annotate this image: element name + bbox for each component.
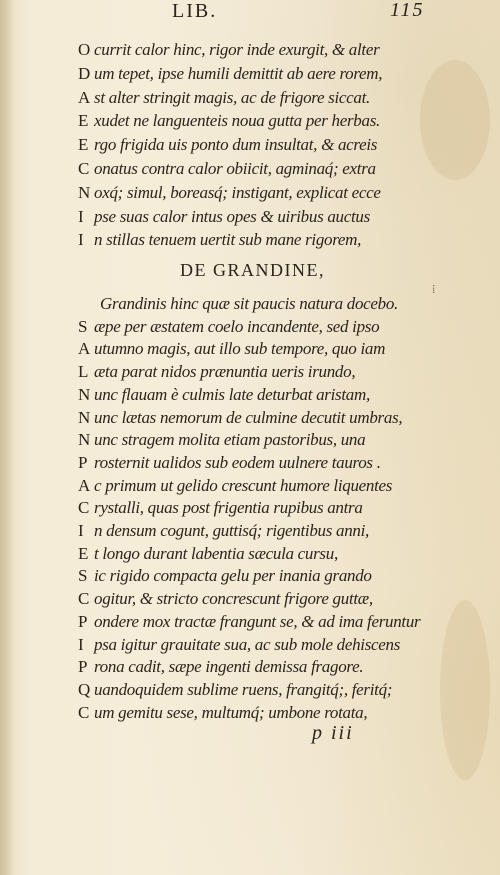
verse-line — [78, 40, 379, 62]
verse-text: unc flauam è culmis late deturbat aristam, — [94, 384, 370, 404]
verse-initial: N — [78, 407, 90, 427]
verse-line — [78, 88, 370, 110]
verse-text: currit calor hinc, rigor inde exurgit, & alter — [94, 40, 380, 59]
verse-line — [78, 317, 379, 339]
verse-text: ondere mox tractæ frangunt se, & ad ima feruntur — [94, 611, 421, 631]
verse-line — [78, 339, 385, 361]
verse-text: c primum ut gelido crescunt humore liquentes — [94, 475, 393, 495]
verse-initial: N — [78, 430, 90, 450]
verse-initial: A — [78, 475, 90, 495]
verse-text: ogitur, & stricto concrescunt frigore guttæ, — [94, 589, 373, 609]
verse-line — [78, 135, 377, 157]
verse-text: æta parat nidos prænuntia ueris irundo, — [94, 362, 356, 382]
verse-initial: I — [78, 521, 84, 540]
verse-initial: E — [78, 543, 89, 563]
running-title: LIB. — [172, 0, 218, 22]
running-header — [160, 0, 460, 22]
verse-initial: D — [78, 63, 90, 83]
verse-text: onatus contra calor obiicit, agminaq́; extra — [94, 159, 376, 178]
verse-line — [78, 183, 381, 205]
verse-initial: P — [78, 611, 88, 631]
verse-text: ic rigido compacta gelu per inania grando — [94, 566, 372, 586]
verse-initial: I — [78, 206, 84, 226]
verse-text: unc stragem molita etiam pastoribus, una — [94, 430, 366, 450]
verse-line — [78, 430, 365, 452]
verse-text: n stillas tenuem uertit sub mane rigorem, — [94, 230, 362, 250]
verse-text: rgo frigida uis ponto dum insultat, & acreis — [94, 135, 378, 155]
verse-line — [78, 612, 420, 634]
verse-initial: C — [78, 159, 90, 178]
verse-initial: N — [78, 384, 90, 404]
verse-text: pse suas calor intus opes & uiribus auctus — [94, 206, 370, 226]
verse-initial: S — [78, 316, 88, 336]
verse-text: st alter stringit magis, ac de frigore siccat. — [94, 87, 370, 107]
verse-initial: Q — [78, 679, 90, 699]
verse-text: um gemitu sese, multumq́; umbone rotata, — [94, 702, 368, 722]
verse-text: æpe per æstatem coelo incandente, sed ipso — [94, 316, 380, 336]
verse-text: unc lætas nemorum de culmine decutit umbras, — [94, 407, 403, 427]
margin-mark: ⁞ — [432, 282, 436, 296]
verse-line — [100, 294, 398, 316]
verse-initial: A — [78, 87, 90, 107]
verse-line — [78, 385, 370, 407]
verse-initial: S — [78, 566, 88, 586]
verse-initial: E — [78, 135, 89, 155]
verse-text: psa igitur grauitate sua, ac sub mole dehiscens — [94, 634, 401, 654]
verse-line — [78, 64, 382, 86]
verse-text: utumno magis, aut illo sub tempore, quo iam — [94, 339, 386, 359]
verse-text: rosternit ualidos sub eodem uulnere tauros . — [94, 452, 381, 472]
signature-mark: p iii — [312, 722, 354, 744]
verse-text: Grandinis hinc quæ sit paucis natura docebo. — [100, 294, 398, 313]
verse-line — [78, 635, 400, 657]
verse-initial: C — [78, 589, 90, 609]
verse-line — [78, 657, 363, 679]
verse-text: n densum cogunt, guttisq́; rigentibus anni, — [94, 521, 369, 540]
verse-line — [78, 453, 381, 475]
verse-initial: O — [78, 40, 90, 59]
verse-text: rona cadit, sæpe ingenti demissa fragore. — [94, 657, 364, 677]
verse-text: rystalli, quas post frigentia rupibus antra — [94, 498, 363, 518]
verse-initial: I — [78, 230, 84, 250]
verse-text: xudet ne languenteis noua gutta per herbas. — [94, 111, 380, 131]
verse-initial: P — [78, 452, 88, 472]
verse-initial: A — [78, 339, 90, 359]
verse-text: um tepet, ipse humili demittit ab aere rorem, — [94, 63, 383, 83]
verse-line — [78, 566, 372, 588]
verse-line — [78, 159, 376, 181]
verse-line — [78, 589, 373, 611]
paper-stain — [420, 60, 490, 180]
verse-line — [78, 498, 363, 520]
verse-text: uandoquidem sublime ruens, frangitq́;, feritq́; — [94, 679, 393, 699]
verse-line — [78, 408, 402, 430]
verse-initial: C — [78, 702, 90, 722]
verse-line — [78, 476, 392, 498]
verse-initial: P — [78, 657, 88, 677]
verse-line — [78, 680, 392, 702]
paper-stain — [440, 600, 490, 780]
page-number: 115 — [390, 0, 425, 21]
section-heading: DE GRANDINE, — [180, 260, 325, 280]
verse-line — [78, 230, 361, 252]
verse-initial: I — [78, 634, 84, 654]
verse-initial: L — [78, 362, 89, 382]
verse-line — [78, 111, 380, 133]
verse-initial: C — [78, 498, 90, 518]
verse-line — [78, 207, 370, 229]
verse-text: t longo durant labentia sæcula cursu, — [94, 543, 338, 563]
page-gutter-shadow — [0, 0, 14, 875]
verse-line — [78, 544, 338, 566]
verse-line — [78, 362, 355, 384]
verse-initial: N — [78, 182, 90, 202]
verse-initial: E — [78, 111, 89, 131]
verse-line — [78, 521, 369, 543]
verse-text: oxq́; simul, boreasq́; instigant, explicat ecce — [94, 182, 381, 202]
